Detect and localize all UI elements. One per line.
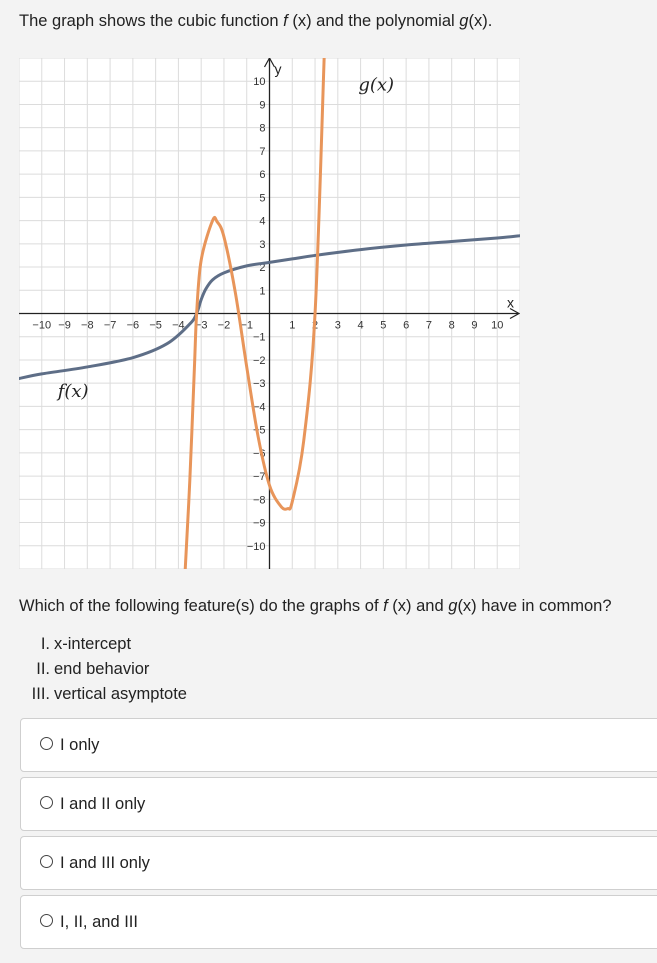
question-fx: (x) xyxy=(387,597,412,615)
x-tick-label: −5 xyxy=(149,319,162,332)
x-tick-label: 3 xyxy=(334,319,341,332)
feature-list xyxy=(19,632,187,707)
x-tick-label: −10 xyxy=(32,319,52,332)
x-tick-label: 1 xyxy=(289,319,296,332)
y-axis-label: y xyxy=(274,61,282,77)
feature-text: x-intercept xyxy=(54,635,132,653)
y-tick-label: 5 xyxy=(259,192,266,205)
x-tick-label: 8 xyxy=(448,319,455,332)
y-tick-label: −7 xyxy=(252,471,266,484)
prompt-gx: (x) xyxy=(468,12,488,30)
x-tick-label: −6 xyxy=(126,319,140,332)
y-tick-label: −4 xyxy=(252,401,266,414)
y-tick-label: 8 xyxy=(259,122,266,135)
y-tick-label: 4 xyxy=(259,215,266,228)
x-tick-label: 4 xyxy=(357,319,364,332)
question-f: f xyxy=(383,597,388,615)
y-tick-label: −5 xyxy=(252,424,266,437)
answer-choice-1[interactable] xyxy=(20,718,657,772)
question-text xyxy=(19,596,612,616)
y-tick-label: −3 xyxy=(252,378,266,391)
question-text-3: have in common? xyxy=(476,597,612,615)
y-tick-label: 10 xyxy=(253,76,266,89)
feature-number: III. xyxy=(31,685,50,703)
x-tick-label: −7 xyxy=(103,319,117,332)
question-g: g xyxy=(448,597,458,615)
prompt-g: g xyxy=(459,12,469,30)
x-tick-label: −8 xyxy=(81,319,94,332)
feature-text: end behavior xyxy=(54,660,150,678)
radio-button[interactable] xyxy=(40,914,53,927)
question-gx: (x) xyxy=(457,597,477,615)
x-axis-label: x xyxy=(507,294,514,311)
question-text-2: and xyxy=(411,597,449,615)
y-tick-label: 3 xyxy=(259,238,266,251)
x-tick-label: −2 xyxy=(217,319,231,332)
x-tick-label: 2 xyxy=(311,319,319,332)
prompt-text-3: . xyxy=(487,12,493,30)
question-text-1: Which of the following feature(s) do the graphs of xyxy=(19,597,384,615)
y-tick-label: 2 xyxy=(259,262,266,275)
y-tick-label: −10 xyxy=(246,540,266,553)
y-tick-label: −1 xyxy=(252,331,266,344)
y-tick-label: 7 xyxy=(259,145,266,158)
x-tick-label: −3 xyxy=(194,319,208,332)
problem-prompt xyxy=(19,11,492,31)
y-tick-label: 9 xyxy=(259,99,266,112)
answer-choices xyxy=(20,718,657,954)
answer-choice-2[interactable] xyxy=(20,777,657,831)
x-tick-label: −9 xyxy=(58,319,71,332)
prompt-f: f xyxy=(283,12,288,30)
prompt-text-2: and the polynomial xyxy=(311,12,460,30)
y-tick-label: 6 xyxy=(259,169,266,182)
x-tick-label: 9 xyxy=(471,319,478,332)
feature-number: II. xyxy=(36,660,50,678)
prompt-text-1: The graph shows the cubic function xyxy=(19,12,284,30)
radio-button[interactable] xyxy=(40,737,53,750)
radio-button[interactable] xyxy=(40,855,53,868)
graph xyxy=(19,58,520,569)
x-tick-label: 6 xyxy=(403,319,410,332)
graph-svg xyxy=(19,58,520,569)
feature-item xyxy=(19,632,187,657)
choice-label: I and II only xyxy=(60,795,146,813)
y-tick-label: −9 xyxy=(252,517,266,530)
y-tick-label: −2 xyxy=(252,354,266,367)
x-tick-label: 7 xyxy=(425,319,432,332)
feature-number: I. xyxy=(40,635,50,653)
choice-label: I and III only xyxy=(60,854,150,872)
y-tick-label: −8 xyxy=(252,494,266,507)
g-curve-label: g(x) xyxy=(358,74,395,96)
choice-label: I only xyxy=(60,736,100,754)
y-tick-label: 1 xyxy=(259,285,266,298)
x-tick-label: −4 xyxy=(172,319,185,332)
answer-choice-3[interactable] xyxy=(20,836,657,890)
feature-item xyxy=(19,682,187,707)
answer-choice-4[interactable] xyxy=(20,895,657,949)
feature-text: vertical asymptote xyxy=(54,685,187,703)
x-tick-label: 5 xyxy=(380,319,387,332)
radio-button[interactable] xyxy=(40,796,53,809)
feature-item xyxy=(19,657,187,682)
x-tick-label: 10 xyxy=(491,319,504,332)
f-curve-label: f(x) xyxy=(57,381,89,403)
prompt-fx: (x) xyxy=(287,12,312,30)
choice-label: I, II, and III xyxy=(60,913,138,931)
x-tick-label: −1 xyxy=(240,319,254,332)
y-tick-label: −6 xyxy=(252,447,266,460)
